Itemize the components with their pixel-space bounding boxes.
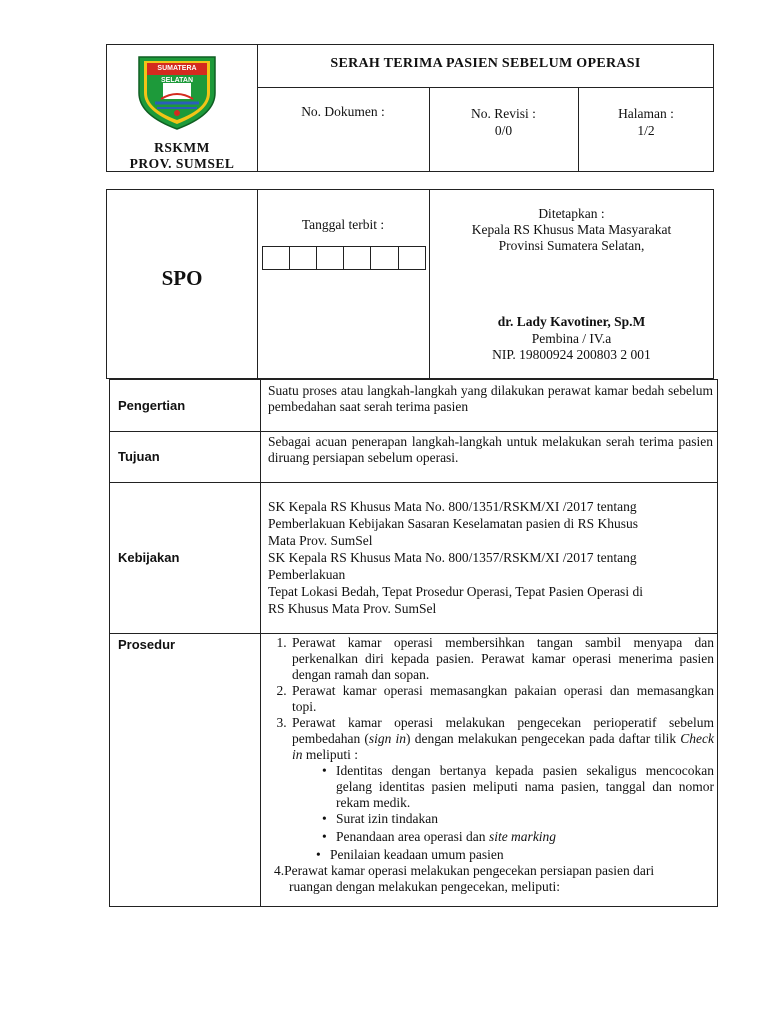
logo-text: SUMATERA SELATAN [157, 65, 197, 84]
date-box [343, 246, 371, 270]
procedure-step-text: Perawat kamar operasi memasangkan pakaian operasi dan memasangkan topi. [292, 683, 714, 714]
procedure-step-text: Perawat kamar operasi membersihkan tangan sambil menyapa dan perkenalkan diri kepada pasien. Perawat kamar operasi menerima pasien dengan ramah dan sopan. [292, 635, 714, 682]
approval-authority-line1: Kepala RS Khusus Mata Masyarakat [471, 222, 672, 237]
procedure-list [268, 635, 714, 863]
issue-date-label: Tanggal terbit : [301, 217, 385, 232]
spo-label: SPO [161, 266, 203, 290]
revision-label: No. Revisi : [471, 106, 536, 121]
revision-value: 0/0 [494, 123, 513, 138]
pengertian-text: Suatu proses atau langkah-langkah yang dilakukan perawat kamar bedah sebelum pembedahan saat serah terima pasien [268, 383, 713, 414]
kebijakan-line: Pemberlakuan [268, 567, 346, 582]
org-province: PROV. SUMSEL [129, 156, 235, 171]
signer-nip: NIP. 19800924 200803 2 001 [492, 347, 651, 362]
hospital-logo [133, 53, 221, 131]
kebijakan-line: SK Kepala RS Khusus Mata No. 800/1357/RSKM/XI /2017 tentang [268, 550, 637, 565]
procedure-step-text: Perawat kamar operasi melakukan pengecekan perioperatif sebelum pembedahan ( [292, 715, 714, 746]
kebijakan-line: RS Khusus Mata Prov. SumSel [268, 601, 437, 616]
sign-in-term: sign in [368, 731, 407, 746]
approval-authority-line2: Provinsi Sumatera Selatan, [498, 238, 645, 253]
date-box [316, 246, 344, 270]
kebijakan-line: Mata Prov. SumSel [268, 533, 373, 548]
tujuan-label: Tujuan [118, 449, 160, 464]
bullet-text: Penandaan area operasi dan [336, 829, 489, 844]
date-box [398, 246, 426, 270]
prosedur-label: Prosedur [118, 637, 176, 652]
signer-name: dr. Lady Kavotiner, Sp.M [497, 314, 646, 329]
date-box [370, 246, 399, 270]
bullet-item [336, 827, 714, 845]
kebijakan-line: SK Kepala RS Khusus Mata No. 800/1351/RSKM/XI /2017 tentang [268, 499, 637, 514]
org-name: RSKMM [154, 140, 210, 155]
signer-rank: Pembina / IV.a [531, 331, 612, 346]
check-in-term: Check in [292, 731, 714, 762]
issue-date-boxes [262, 246, 426, 270]
bullet-text: Identitas dengan bertanya kepada pasien sekaligus mencocokan gelang identitas pasien meliputi nama pasien, tanggal dan nomor rekam medik. [336, 763, 714, 810]
kebijakan-line: Tepat Lokasi Bedah, Tepat Prosedur Operasi, Tepat Pasien Operasi di [268, 584, 643, 599]
date-box [262, 246, 290, 270]
procedure-step-4-line1: 4.Perawat kamar operasi melakukan pengecekan persiapan pasien dari [274, 863, 655, 878]
bullet-item [330, 845, 714, 863]
check-in-bullets [292, 763, 714, 863]
document-title: SERAH TERIMA PASIEN SEBELUM OPERASI [330, 56, 641, 71]
procedure-step-4-line2: ruangan dengan melakukan pengecekan, meliputi: [289, 879, 561, 894]
bullet-text: Penilaian keadaan umum pasien [330, 847, 504, 862]
doc-number-label: No. Dokumen : [301, 104, 385, 119]
approval-heading: Ditetapkan : [538, 206, 605, 221]
content-table [109, 379, 718, 907]
procedure-step [290, 683, 714, 715]
site-marking-term: site marking [488, 829, 557, 844]
header-table [106, 44, 714, 172]
page-label: Halaman : [618, 106, 674, 121]
bullet-item [336, 811, 714, 827]
spo-table [106, 189, 714, 379]
bullet-text: Surat izin tindakan [336, 811, 438, 826]
pengertian-label: Pengertian [118, 398, 186, 413]
procedure-step [290, 635, 714, 683]
procedure-step-text: meliputi : [302, 747, 359, 762]
bullet-item [336, 763, 714, 811]
page-value: 1/2 [637, 123, 655, 138]
procedure-step-text: ) dengan melakukan pengecekan pada daftar tilik [406, 731, 681, 746]
tujuan-text: Sebagai acuan penerapan langkah-langkah untuk melakukan serah terima pasien diruang persiapan sebelum operasi. [268, 434, 713, 465]
date-box [289, 246, 317, 270]
kebijakan-line: Pemberlakuan Kebijakan Sasaran Keselamatan pasien di RS Khusus [268, 516, 639, 531]
kebijakan-text [268, 498, 713, 617]
prosedur-content [268, 635, 714, 895]
kebijakan-label: Kebijakan [118, 550, 180, 565]
procedure-step [290, 715, 714, 863]
